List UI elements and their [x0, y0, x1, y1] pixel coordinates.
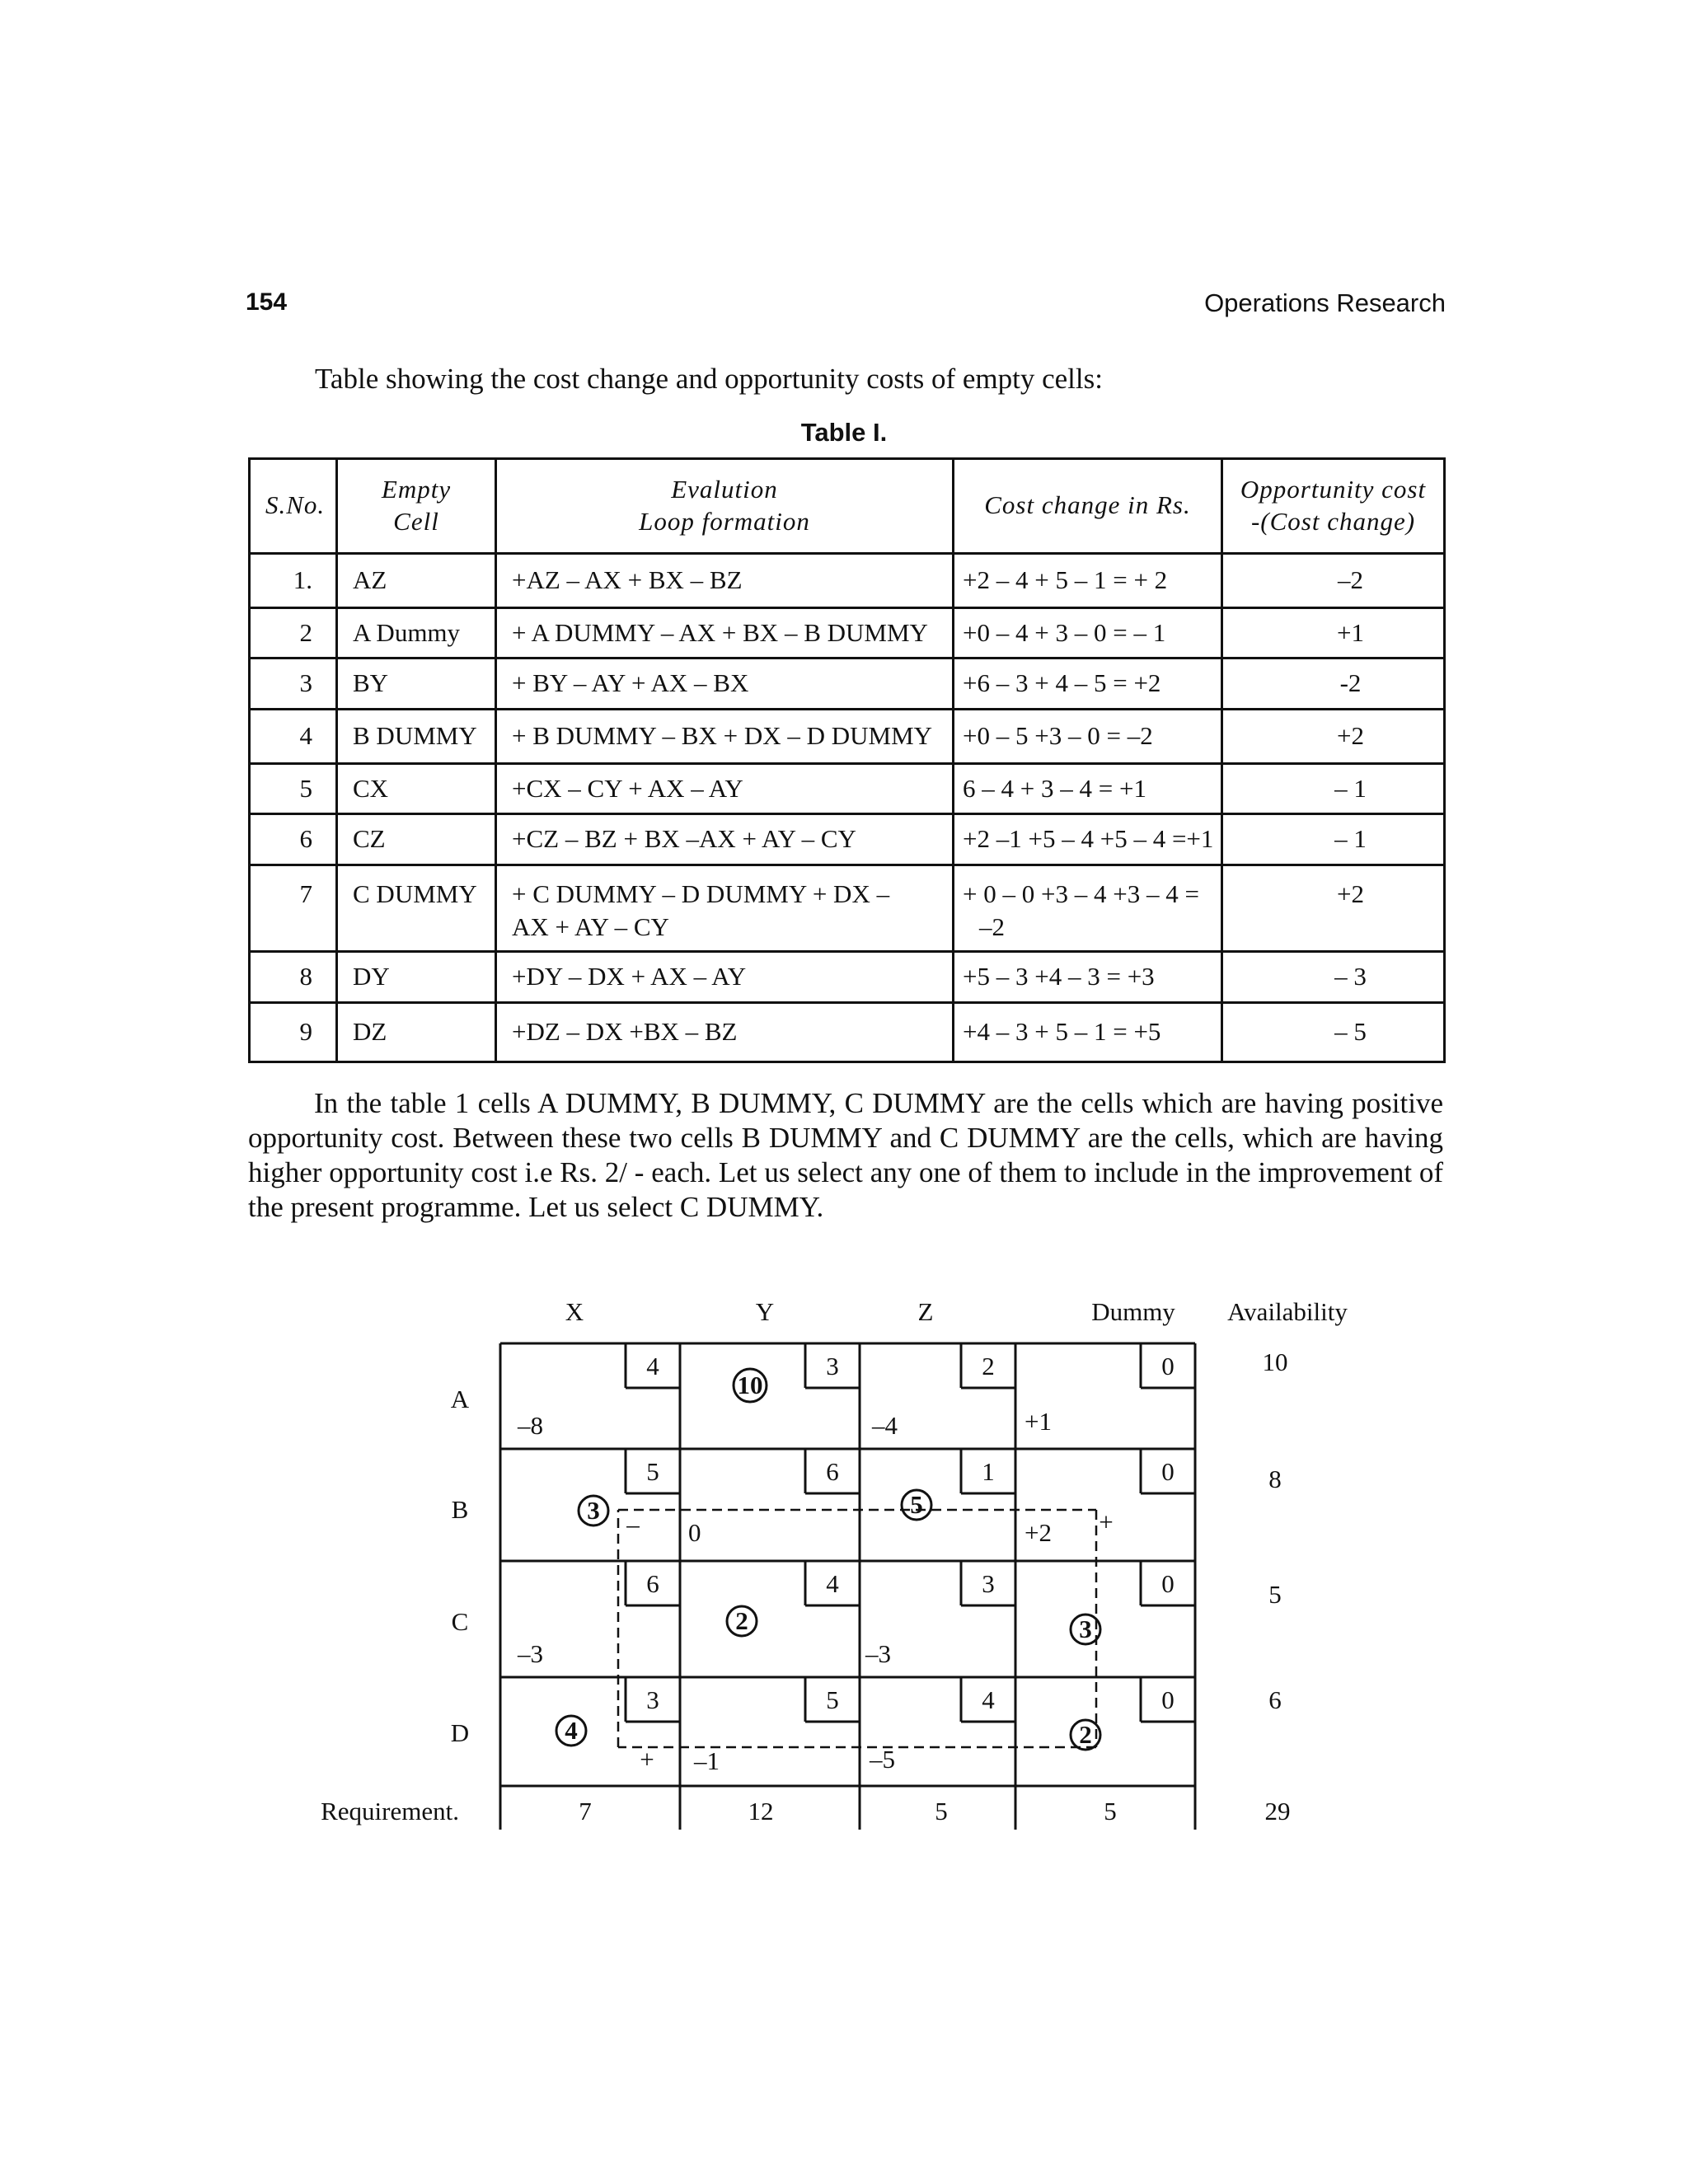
body-paragraph: In the table 1 cells A DUMMY, B DUMMY, C DUMMY are the cells which are having positive opportunity cost. Between these two cells B DUMMY and C DUMMY are the cells, which are having higher opportunity cost i.e Rs. 2/ - each. Let us select any one of them to include in the improvement of the present programme. Let us select C DUMMY. — [248, 1087, 1443, 1223]
total-value: 29 — [1264, 1797, 1291, 1825]
opportunity-value: 0 — [688, 1518, 701, 1547]
unit-cost: 4 — [826, 1569, 839, 1598]
unit-cost: 2 — [982, 1352, 995, 1380]
unit-cost: 3 — [982, 1569, 995, 1598]
requirement-value: 7 — [579, 1797, 592, 1825]
cell-opportunity: –2 — [1222, 553, 1445, 607]
cell-cost: +6 – 3 + 4 – 5 = +2 — [954, 658, 1222, 709]
matrix-grid-lines — [500, 1343, 1195, 1830]
cell-sno: 2 — [250, 607, 337, 658]
row-label: C — [451, 1607, 469, 1636]
cell-loop: +CZ – BZ + BX –AX + AY – CY — [496, 814, 954, 865]
requirement-label: Requirement. — [321, 1797, 459, 1825]
opportunity-value: –8 — [518, 1411, 543, 1440]
cell-cost: +2 –1 +5 – 4 +5 – 4 =+1 — [954, 814, 1222, 865]
cell-opportunity: -2 — [1222, 658, 1445, 709]
cell-empty: DZ — [337, 1002, 496, 1062]
table-title: Table I. — [800, 418, 888, 447]
cell-loop: + B DUMMY – BX + DX – D DUMMY — [496, 709, 954, 763]
cell-loop: +AZ – AX + BX – BZ — [496, 553, 954, 607]
loop-sign-plus: + — [640, 1745, 654, 1774]
cell-cost: +4 – 3 + 5 – 1 = +5 — [954, 1002, 1222, 1062]
requirement-value: 5 — [1104, 1797, 1117, 1825]
unit-cost: 5 — [826, 1685, 839, 1714]
cell-sno: 8 — [250, 952, 337, 1002]
cell-opportunity: – 3 — [1222, 952, 1445, 1002]
cell-sno: 1. — [250, 553, 337, 607]
running-title: Operations Research — [1204, 288, 1446, 317]
page-number: 154 — [246, 288, 288, 316]
row-label: A — [450, 1385, 470, 1413]
cell-sno: 6 — [250, 814, 337, 865]
cell-opportunity: +1 — [1222, 607, 1445, 658]
unit-cost: 3 — [646, 1685, 659, 1714]
loop-sign-minus: – — [626, 1510, 640, 1539]
row-label: D — [450, 1718, 470, 1747]
opportunity-value: +2 — [1025, 1518, 1052, 1547]
opportunity-value: –4 — [872, 1411, 898, 1440]
cell-cost: +5 – 3 +4 – 3 = +3 — [954, 952, 1222, 1002]
allocation-value: 2 — [1079, 1720, 1092, 1749]
column-header: Z — [917, 1297, 934, 1326]
cell-sno: 7 — [250, 865, 337, 952]
column-header: X — [565, 1297, 584, 1326]
cell-loop: + A DUMMY – AX + BX – B DUMMY — [496, 607, 954, 658]
cell-empty: CX — [337, 764, 496, 814]
cell-empty: A Dummy — [337, 607, 496, 658]
cell-sno: 9 — [250, 1002, 337, 1062]
allocation-value: 3 — [587, 1496, 600, 1525]
availability-value: 8 — [1268, 1465, 1282, 1493]
opportunity-value: –1 — [694, 1746, 720, 1775]
cell-loop: +DY – DX + AX – AY — [496, 952, 954, 1002]
unit-cost: 1 — [982, 1457, 995, 1486]
cell-loop: + BY – AY + AX – BX — [496, 658, 954, 709]
intro-text: Table showing the cost change and opportunity costs of empty cells: — [315, 363, 1103, 395]
opportunity-value: –5 — [870, 1745, 895, 1774]
allocation-value: 2 — [735, 1606, 748, 1635]
cell-cost: +2 – 4 + 5 – 1 = + 2 — [954, 553, 1222, 607]
cell-sno: 5 — [250, 764, 337, 814]
unit-cost: 4 — [982, 1685, 995, 1714]
column-header: Y — [755, 1297, 775, 1326]
cell-empty: DY — [337, 952, 496, 1002]
cell-loop: + C DUMMY – D DUMMY + DX – AX + AY – CY — [496, 865, 954, 952]
allocation-value: 5 — [910, 1490, 923, 1519]
header-sno: S.No. — [250, 459, 337, 554]
cell-empty: C DUMMY — [337, 865, 496, 952]
cell-opportunity: – 1 — [1222, 764, 1445, 814]
loop-sign-plus: + — [1099, 1507, 1114, 1536]
cell-sno: 3 — [250, 658, 337, 709]
opportunity-value: +1 — [1025, 1407, 1052, 1436]
cell-cost: + 0 – 0 +3 – 4 +3 – 4 = –2 — [954, 865, 1222, 952]
unit-cost: 6 — [646, 1569, 659, 1598]
cell-opportunity: +2 — [1222, 865, 1445, 952]
allocation-value: 10 — [737, 1371, 763, 1399]
unit-cost: 0 — [1161, 1352, 1175, 1380]
cell-empty: CZ — [337, 814, 496, 865]
availability-header: Availability — [1227, 1297, 1348, 1326]
unit-cost: 0 — [1161, 1457, 1175, 1486]
unit-cost: 5 — [646, 1457, 659, 1486]
header-loop: Evalution Loop formation — [496, 459, 954, 554]
cell-empty: BY — [337, 658, 496, 709]
cell-opportunity: – 5 — [1222, 1002, 1445, 1062]
opportunity-value: –3 — [518, 1639, 543, 1668]
cell-cost: +0 – 5 +3 – 0 = –2 — [954, 709, 1222, 763]
cell-empty: B DUMMY — [337, 709, 496, 763]
availability-value: 6 — [1268, 1685, 1282, 1714]
unit-cost: 6 — [826, 1457, 839, 1486]
header-cost-change: Cost change in Rs. — [954, 459, 1222, 554]
cell-loop: +DZ – DX +BX – BZ — [496, 1002, 954, 1062]
cell-sno: 4 — [250, 709, 337, 763]
unit-cost: 0 — [1161, 1685, 1175, 1714]
cell-opportunity: – 1 — [1222, 814, 1445, 865]
cell-opportunity: +2 — [1222, 709, 1445, 763]
cell-cost: +0 – 4 + 3 – 0 = – 1 — [954, 607, 1222, 658]
requirement-value: 12 — [748, 1797, 774, 1825]
requirement-value: 5 — [935, 1797, 948, 1825]
header-empty-cell: Empty Cell — [337, 459, 496, 554]
header-opportunity: Opportunity cost -(Cost change) — [1222, 459, 1445, 554]
availability-value: 5 — [1268, 1580, 1282, 1609]
opportunity-value: –3 — [865, 1639, 891, 1668]
cell-loop: +CX – CY + AX – AY — [496, 764, 954, 814]
allocation-value: 4 — [565, 1716, 578, 1745]
unit-cost: 4 — [646, 1352, 659, 1380]
row-label: B — [451, 1495, 469, 1524]
allocation-value: 3 — [1079, 1615, 1092, 1643]
cell-empty: AZ — [337, 553, 496, 607]
cell-cost: 6 – 4 + 3 – 4 = +1 — [954, 764, 1222, 814]
column-header: Dummy — [1091, 1297, 1175, 1326]
unit-cost: 0 — [1161, 1569, 1175, 1598]
availability-value: 10 — [1262, 1347, 1288, 1376]
unit-cost: 3 — [826, 1352, 839, 1380]
